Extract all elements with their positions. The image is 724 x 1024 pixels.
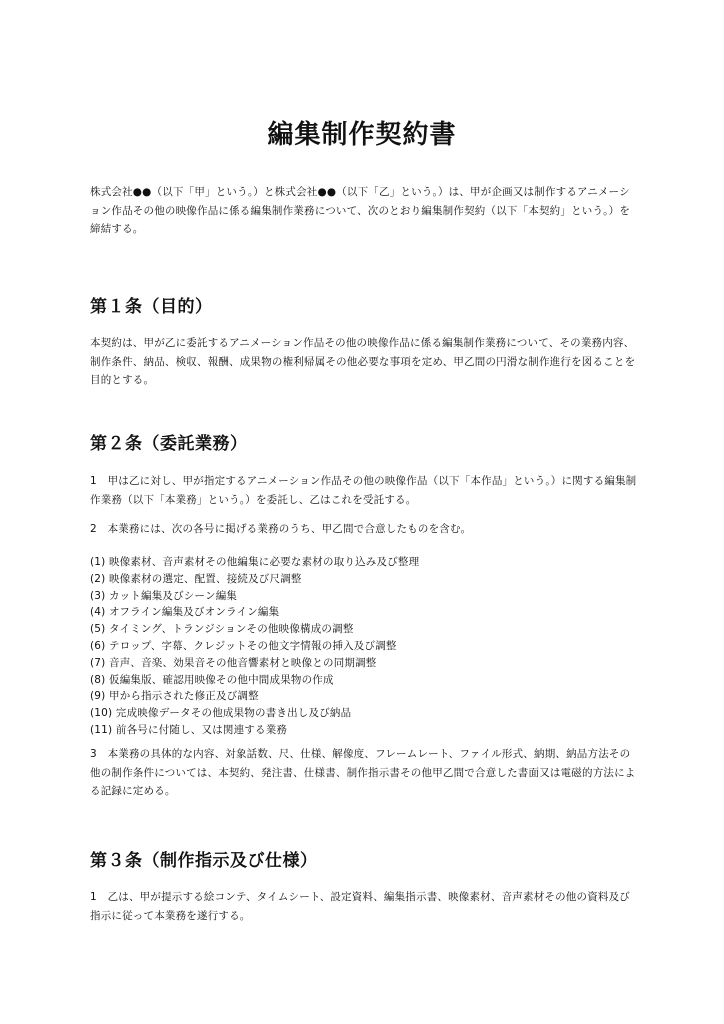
list-item: (10) 完成映像データその他成果物の書き出し及び納品 — [90, 707, 352, 720]
preamble-paragraph: 株式会社●●（以下「甲」という。）と株式会社●●（以下「乙」という。）は、甲が企画又は制作するアニメーション作品その他の映像作品に係る編集制作業務について、次のとおり編集制作契約（以下「本契約」という。）を締結する。 — [90, 186, 631, 235]
list-item: (3) カット編集及びシーン編集 — [90, 589, 238, 602]
article-1-body: 本契約は、甲が乙に委託するアニメーション作品その他の映像作品に係る編集制作業務について、その業務内容、制作条件、納品、検収、報酬、成果物の権利帰属その他必要な事項を定め、甲乙間の円滑な制作進行を図ることを目的とする。 — [90, 337, 636, 386]
list-item: (5) タイミング、トランジションその他映像構成の調整 — [90, 623, 354, 636]
list-item: (8) 仮編集版、確認用映像その他中間成果物の作成 — [90, 673, 334, 686]
article-2-clause-2: 2 本業務には、次の各号に掲げる業務のうち、甲乙間で合意したものを含む。 — [90, 523, 472, 535]
list-item: (9) 甲から指示された修正及び調整 — [90, 690, 259, 703]
article-2-clause-3: 3 本業務の具体的な内容、対象話数、尺、仕様、解像度、フレームレート、ファイル形式、納期、納品方法その他の制作条件については、本契約、発注書、仕様書、制作指示書その他甲乙間で合意した書面又は電磁的方法による記録に定める。 — [90, 748, 636, 797]
document-title: 編集制作契約書 — [267, 120, 457, 150]
article-2-heading: 第２条（委託業務） — [90, 434, 248, 454]
list-item: (2) 映像素材の選定、配置、接続及び尺調整 — [90, 572, 302, 585]
list-item: (7) 音声、音楽、効果音その他音響素材と映像との同期調整 — [90, 656, 377, 669]
list-item: (1) 映像素材、音声素材その他編集に必要な素材の取り込み及び整理 — [90, 556, 420, 568]
article-3-clause-1: 1 乙は、甲が提示する絵コンテ、タイムシート、設定資料、編集指示書、映像素材、音声素材その他の資料及び指示に従って本業務を遂行する。 — [90, 891, 630, 922]
list-item: (11) 前各号に付随し、又は関連する業務 — [90, 723, 288, 736]
article-3-heading: 第３条（制作指示及び仕様） — [90, 851, 318, 871]
article-1-heading: 第１条（目的） — [90, 297, 213, 317]
article-2-item-list — [90, 554, 638, 739]
list-item: (4) オフライン編集及びオンライン編集 — [90, 606, 280, 619]
article-2-clause-1: 1 甲は乙に対し、甲が指定するアニメーション作品その他の映像作品（以下「本作品」という。）に関する編集制作業務（以下「本業務」という。）を委託し、乙はこれを受託する。 — [90, 475, 637, 506]
list-item: (6) テロップ、字幕、クレジットその他文字情報の挿入及び調整 — [90, 639, 397, 652]
